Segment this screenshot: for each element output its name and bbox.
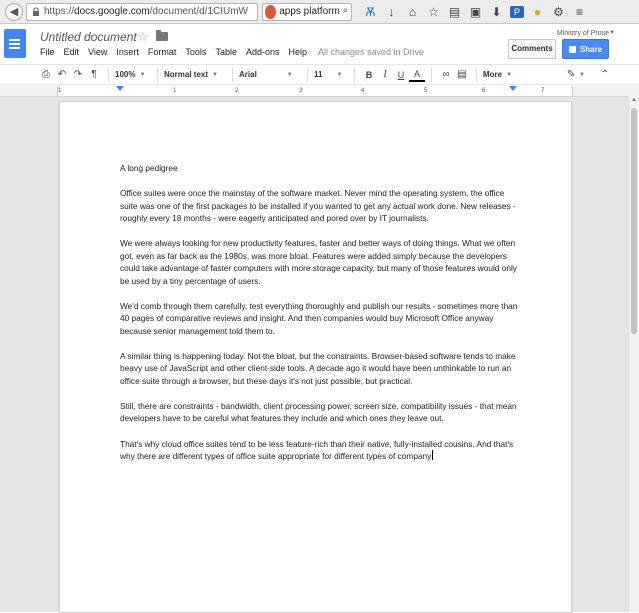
scroll-up-icon[interactable]: ▲ [631,97,637,103]
clipboard-icon[interactable]: ▤ [448,4,461,19]
toolbar-divider [157,68,158,82]
search-query: apps platform [279,6,340,17]
chevron-down-icon: ▼ [139,71,146,78]
style-select[interactable] [164,70,226,79]
font-size-value: 11 [314,70,323,79]
document-page[interactable] [59,101,572,613]
font-value: Arial [239,70,257,79]
folder-icon[interactable] [156,32,168,41]
ruler-number: 3 [299,88,303,94]
scrollbar-thumb[interactable] [631,108,637,334]
print-icon[interactable]: ⎙ [42,68,50,80]
screenshot-icon[interactable]: ▣ [469,4,482,19]
link-icon[interactable]: ∞ [442,68,450,80]
menu-table[interactable]: Table [215,47,237,57]
share-label: Share [579,44,603,54]
zoom-value: 100% [115,70,136,79]
ruler-area [0,86,639,96]
underline-button[interactable]: U [397,69,405,80]
document-paragraph: Office suites were once the mainstay of the software market. Never mind the operating system, the office suite was one of the first packages to be installed if you wanted to get any actual work done. New releases - roughly every 18 months - were eagerly anticipated and pored over by IT journalists. [120,188,516,224]
document-workspace [0,96,628,612]
ruler-number: 1 [173,88,177,94]
menu-icon[interactable]: ≡ [575,4,583,19]
bold-button[interactable]: B [365,69,373,80]
arrow-left-icon: ◀ [9,6,19,18]
toolbar-divider [307,68,308,82]
document-paragraph: We'd comb through them carefully, test everything thoroughly and publish our results - sometimes more than 40 pages of comparative reviews and insight. And then companies would buy Microsoft Office anyway because senior management told them to. [120,300,518,336]
lock-icon [569,46,576,53]
toolbar-divider [232,68,233,82]
menu-bar [40,47,424,57]
document-body[interactable] [120,162,520,475]
menu-addons[interactable]: Add-ons [245,47,280,57]
redo-icon[interactable]: ↷ [73,68,83,80]
toolbar-divider [354,68,355,82]
browser-toolbar [0,0,639,24]
docs-header [0,25,639,63]
save-icon[interactable]: ⬇ [491,4,502,19]
ruler-number: 4 [361,88,365,94]
document-paragraph: That's why cloud office suites tend to be less feature-rich than their native, fully-installed cousins. And that's why there are different types of office suite appropriate for different types of company [120,438,514,462]
right-indent-marker-icon[interactable] [509,86,517,91]
font-size-select[interactable] [314,70,348,79]
toolbar-divider [431,68,432,82]
share-button[interactable] [562,39,609,59]
menu-file[interactable]: File [40,47,55,57]
menu-insert[interactable]: Insert [116,47,139,57]
last-paragraph [120,438,520,463]
document-paragraph: We were always looking for new productivity features, faster and better ways of doing things. What we often got, even as far back as the 1980s, was more bloat. Features were added simply because the developers could take advantage of faster computers with more storage capacity, but many of those features would only be used by a tiny percentage of users. [120,238,517,286]
star-icon[interactable]: ☆ [428,4,439,19]
lock-icon [31,7,41,17]
formatting-toolbar [0,64,639,85]
chevron-down-icon: ▼ [286,71,293,78]
docs-logo-icon[interactable] [4,29,26,58]
document-heading: A long pedigree [120,163,178,173]
translate-icon[interactable]: Ѫ [365,4,376,19]
document-paragraph: A similar thing is happening today. Not the bloat, but the constraints. Browser-based software tends to make heavy use of JavaScript and other client-side tools. A decade ago it would have been unthinkable to run an office suite through a browser, but these days it's not just possible, but practical. [120,350,516,386]
ruler-number: 5 [424,88,428,94]
search-engine-icon [265,5,276,19]
back-button[interactable] [5,3,23,21]
account-name[interactable]: Ministry of Prose [556,30,609,37]
toolbar-divider [108,68,109,82]
pencil-icon[interactable]: ✎ [566,68,576,80]
download-icon[interactable]: ↓ [388,4,395,19]
more-label: More [483,70,503,79]
search-go-icon[interactable]: ⌕ [342,4,349,16]
font-select[interactable] [239,70,301,79]
chevron-down-icon: ▼ [336,71,343,78]
chevron-down-icon[interactable]: ▼ [579,71,585,78]
extension-yellow-icon[interactable]: ● [533,4,542,19]
search-bar[interactable] [262,3,352,21]
chevron-down-icon[interactable]: ▼ [609,30,615,36]
document-title[interactable]: Untitled document [40,30,137,44]
star-icon[interactable]: ☆ [137,29,149,44]
address-bar[interactable] [26,3,258,21]
collapse-icon[interactable]: ⌃ [600,68,610,80]
paint-format-icon[interactable]: ¶ [91,68,97,80]
url-path: /document/d/1CIUmW [149,6,248,17]
url-host: docs.google.com [74,6,150,17]
menu-help[interactable]: Help [288,47,307,57]
italic-button[interactable]: I [383,68,387,80]
extension-badge-icon[interactable]: P [510,6,524,18]
ruler[interactable] [57,86,573,96]
menu-tools[interactable]: Tools [185,47,207,57]
chevron-down-icon: ▼ [212,71,218,78]
indent-marker-icon[interactable] [116,86,124,91]
comments-button[interactable]: Comments [508,39,556,59]
undo-icon[interactable]: ↶ [57,68,67,80]
menu-edit[interactable]: Edit [63,47,80,57]
menu-view[interactable]: View [88,47,108,57]
browser-icon-row [360,3,590,21]
comment-icon[interactable]: ▤ [457,68,467,80]
ruler-number: 6 [482,88,486,94]
text-color-button[interactable]: A [409,68,425,82]
more-button[interactable] [483,70,523,79]
ruler-number: 7 [541,88,545,94]
settings-icon[interactable]: ⚙ [553,4,564,19]
save-status: All changes saved in Drive [318,47,425,57]
document-paragraph: Still, there are constraints - bandwidth, client processing power, screen size, compatibility issues - that mean developers have to be careful what features they include and which ones they leave out. [120,400,517,424]
style-value: Normal text [164,70,209,79]
text-cursor [432,450,433,460]
zoom-select[interactable] [115,70,151,79]
menu-format[interactable]: Format [147,47,177,57]
ruler-number: 2 [235,88,239,94]
home-icon[interactable]: ⌂ [408,4,417,19]
toolbar-divider [476,68,477,82]
url-scheme: https:// [44,6,75,17]
chevron-down-icon: ▼ [506,71,513,78]
vertical-scrollbar[interactable] [628,96,639,612]
ruler-number: 1 [58,88,62,94]
